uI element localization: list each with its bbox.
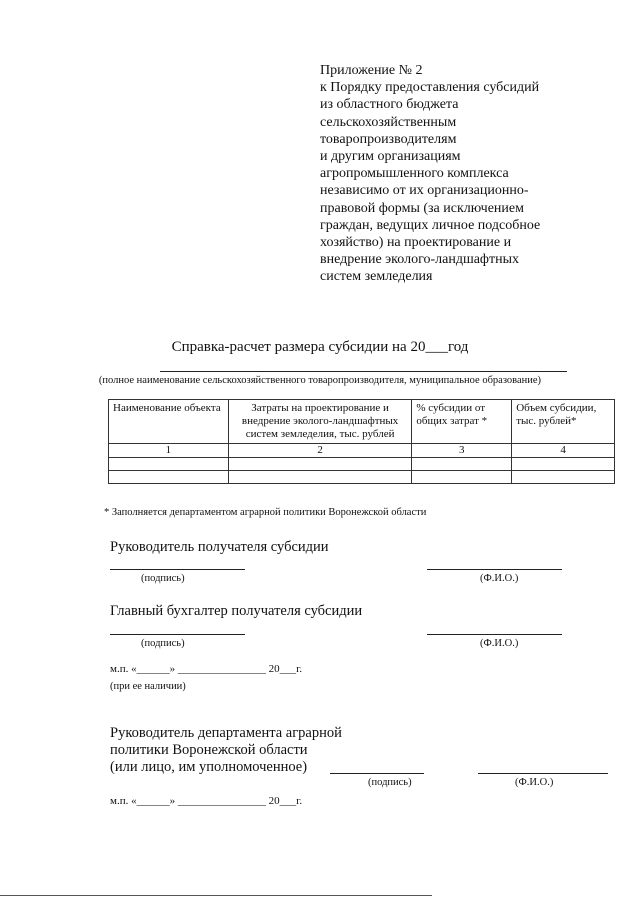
annex-line: независимо от их организационно- bbox=[320, 183, 529, 199]
annex-line: внедрение эколого-ландшафтных bbox=[320, 252, 520, 268]
head-signature-line[interactable] bbox=[110, 569, 245, 570]
annex-line: систем земледелия bbox=[320, 269, 433, 285]
name-caption: (полное наименование сельскохозяйственного товаропроизводителя, муниципальное образование) bbox=[98, 375, 542, 386]
annex-line: из областного бюджета bbox=[320, 97, 459, 113]
page-bottom-rule bbox=[0, 895, 432, 896]
table-cell[interactable] bbox=[412, 458, 512, 471]
accountant-label: Главный бухгалтер получателя субсидии bbox=[110, 603, 363, 619]
table-row bbox=[109, 471, 615, 484]
table-cell[interactable] bbox=[512, 458, 615, 471]
table-header-cell: Объем субсидии, тыс. рублей* bbox=[512, 400, 615, 444]
stamp-date-line: м.п. «______» ________________ 20___г. bbox=[110, 663, 303, 675]
table-header-cell: Наименование объекта bbox=[109, 400, 229, 444]
footnote: * Заполняется департаментом аграрной политики Воронежской области bbox=[104, 507, 427, 518]
annex-line: товаропроизводителям bbox=[320, 131, 457, 147]
table-header-cell: Затраты на проектирование и внедрение эколого-ландшафтных систем земледелия, тыс. рублей bbox=[228, 400, 412, 444]
head-label: Руководитель получателя субсидии bbox=[110, 539, 329, 555]
name-caption: (Ф.И.О.) bbox=[515, 777, 554, 788]
stamp-note: (при ее наличии) bbox=[110, 681, 186, 692]
accountant-name-line[interactable] bbox=[427, 634, 562, 635]
table-cell[interactable] bbox=[228, 471, 412, 484]
dept-label-line: политики Воронежской области bbox=[110, 742, 308, 758]
annex-line: агропромышленного комплекса bbox=[320, 166, 509, 182]
annex-line: хозяйство) на проектирование и bbox=[320, 235, 512, 251]
name-caption: (Ф.И.О.) bbox=[480, 638, 519, 649]
dept-stamp-date-line: м.п. «______» ________________ 20___г. bbox=[110, 795, 303, 807]
subsidy-table bbox=[108, 399, 615, 484]
dept-label-line: (или лицо, им уполномоченное) bbox=[110, 759, 308, 775]
table-header-cell: % субсидии от общих затрат * bbox=[412, 400, 512, 444]
name-caption: (Ф.И.О.) bbox=[480, 573, 519, 584]
annex-line: сельскохозяйственным bbox=[320, 114, 457, 130]
table-cell[interactable] bbox=[109, 458, 229, 471]
table-cell[interactable] bbox=[109, 471, 229, 484]
annex-line: Приложение № 2 bbox=[320, 63, 423, 78]
dept-signature-line[interactable] bbox=[330, 773, 424, 774]
table-number-row bbox=[109, 444, 615, 458]
head-name-line[interactable] bbox=[427, 569, 562, 570]
annex-line: к Порядку предоставления субсидий bbox=[320, 80, 540, 96]
annex-line: и другим организациям bbox=[320, 149, 461, 165]
table-cell[interactable] bbox=[512, 471, 615, 484]
annex-line: граждан, ведущих личное подсобное bbox=[320, 217, 541, 233]
table-number-cell: 4 bbox=[512, 444, 615, 458]
signature-caption: (подпись) bbox=[141, 573, 185, 584]
table-number-cell: 3 bbox=[412, 444, 512, 458]
accountant-signature-line[interactable] bbox=[110, 634, 245, 635]
document-title: Справка-расчет размера субсидии на 20___год bbox=[171, 339, 469, 355]
name-fill-line[interactable] bbox=[160, 371, 567, 372]
dept-name-line[interactable] bbox=[478, 773, 608, 774]
annex-line: правовой формы (за исключением bbox=[320, 200, 524, 216]
signature-caption: (подпись) bbox=[368, 777, 412, 788]
table-header-row bbox=[109, 400, 615, 444]
table-row bbox=[109, 458, 615, 471]
signature-caption: (подпись) bbox=[141, 638, 185, 649]
table-number-cell: 2 bbox=[228, 444, 412, 458]
table-cell[interactable] bbox=[228, 458, 412, 471]
table-number-cell: 1 bbox=[109, 444, 229, 458]
table-cell[interactable] bbox=[412, 471, 512, 484]
dept-label-line: Руководитель департамента аграрной bbox=[110, 725, 342, 741]
annex-header bbox=[320, 62, 620, 286]
